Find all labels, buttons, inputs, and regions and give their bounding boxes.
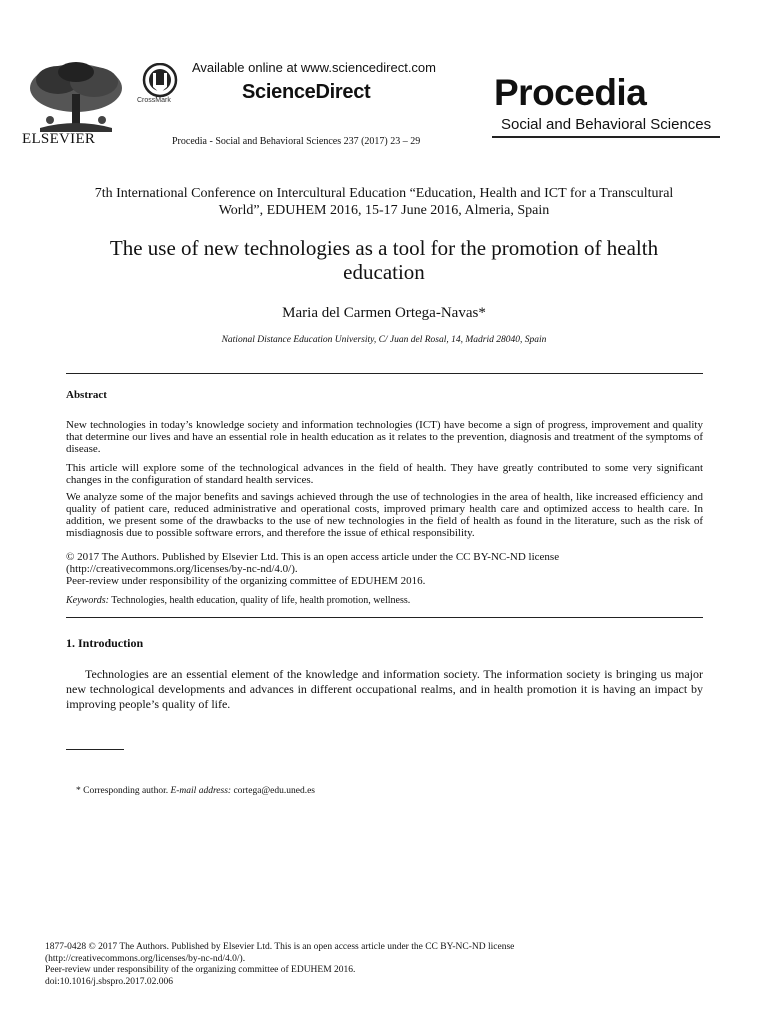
copyright-line: © 2017 The Authors. Published by Elsevier Ltd. This is an open access article under the CC BY-NC-ND license (66, 551, 560, 563)
corresponding-author-footnote (76, 786, 315, 796)
abstract-heading: Abstract (66, 389, 107, 401)
keywords-line (66, 595, 703, 607)
email-label: E-mail address: (170, 786, 232, 796)
article-title: The use of new technologies as a tool for the promotion of health education (109, 236, 659, 284)
doi[interactable]: doi:10.1016/j.sbspro.2017.02.006 (45, 976, 173, 987)
keywords-list: Technologies, health education, quality of life, health promotion, wellness. (108, 595, 411, 606)
author-email[interactable]: cortega@edu.uned.es (233, 786, 316, 796)
crossmark-icon[interactable] (138, 63, 182, 113)
journal-subtitle: Social and Behavioral Sciences (501, 116, 712, 133)
abstract-paragraph: New technologies in today’s knowledge society and information technologies (ICT) have become a sign of progress, improvement and quality that determine our lives and have an essential role in health education as it relates to the prevention, diagnosis and treatment of the symptoms of disease. (66, 419, 703, 455)
crossmark-label: CrossMark (137, 97, 171, 104)
introduction-paragraph: Technologies are an essential element of the knowledge and information society. The information society is bringing us major new technological developments and advances in different occupational realms, and in health promotion it is having an impact by improving people’s quality of life. (66, 667, 703, 711)
conference-name: 7th International Conference on Intercultural Education “Education, Health and ICT for a Transcultural World”, EDUHEM 2016, 15-17 June 2016, Almeria, Spain (94, 186, 674, 218)
journal-title-divider (492, 136, 720, 138)
abstract-top-rule (66, 373, 703, 374)
sciencedirect-wordmark[interactable]: ScienceDirect (242, 81, 371, 103)
footnote-marker: * Corresponding author. (76, 786, 169, 796)
journal-reference: Procedia - Social and Behavioral Sciences 237 (2017) 23 – 29 (172, 136, 421, 147)
section-heading-introduction: 1. Introduction (66, 636, 144, 650)
publication-info (45, 942, 725, 988)
abstract-bottom-rule (66, 617, 703, 618)
license-link[interactable]: (http://creativecommons.org/licenses/by-nc-nd/4.0/). (66, 563, 298, 575)
footnote-rule (66, 749, 124, 750)
peer-review-bottom: Peer-review under responsibility of the organizing committee of EDUHEM 2016. (45, 965, 356, 975)
author-name: Maria del Carmen Ortega-Navas* (282, 305, 486, 321)
issn-copyright-line: 1877-0428 © 2017 The Authors. Published by Elsevier Ltd. This is an open access article under the CC BY-NC-ND license (45, 942, 515, 952)
keywords-label: Keywords: (66, 595, 109, 606)
publisher-name: ELSEVIER (22, 131, 96, 147)
license-link-bottom[interactable]: (http://creativecommons.org/licenses/by-nc-nd/4.0/). (45, 953, 246, 964)
peer-review-line: Peer-review under responsibility of the organizing committee of EDUHEM 2016. (66, 575, 426, 587)
available-online-text: Available online at www.sciencedirect.com (192, 60, 436, 75)
journal-title: Procedia (494, 72, 647, 113)
abstract-paragraph: We analyze some of the major benefits and savings achieved through the use of technologies in the area of health, like increased efficiency and quality of patient care, reduced administrative and operational costs, improved primary health care and optimized access to health care. In addition, we present some of the drawbacks to the use of new technologies in the field of health as found in the literature, such as the risk of misdiagnosis due to possible software errors, and therefore the issue of ethical responsibility. (66, 491, 703, 539)
author-affiliation: National Distance Education University, C/ Juan del Rosal, 14, Madrid 28040, Spain (221, 335, 547, 345)
abstract-paragraph: This article will explore some of the technological advances in the field of health. They have greatly contributed to some very significant changes in the configuration of standard health services. (66, 462, 703, 486)
